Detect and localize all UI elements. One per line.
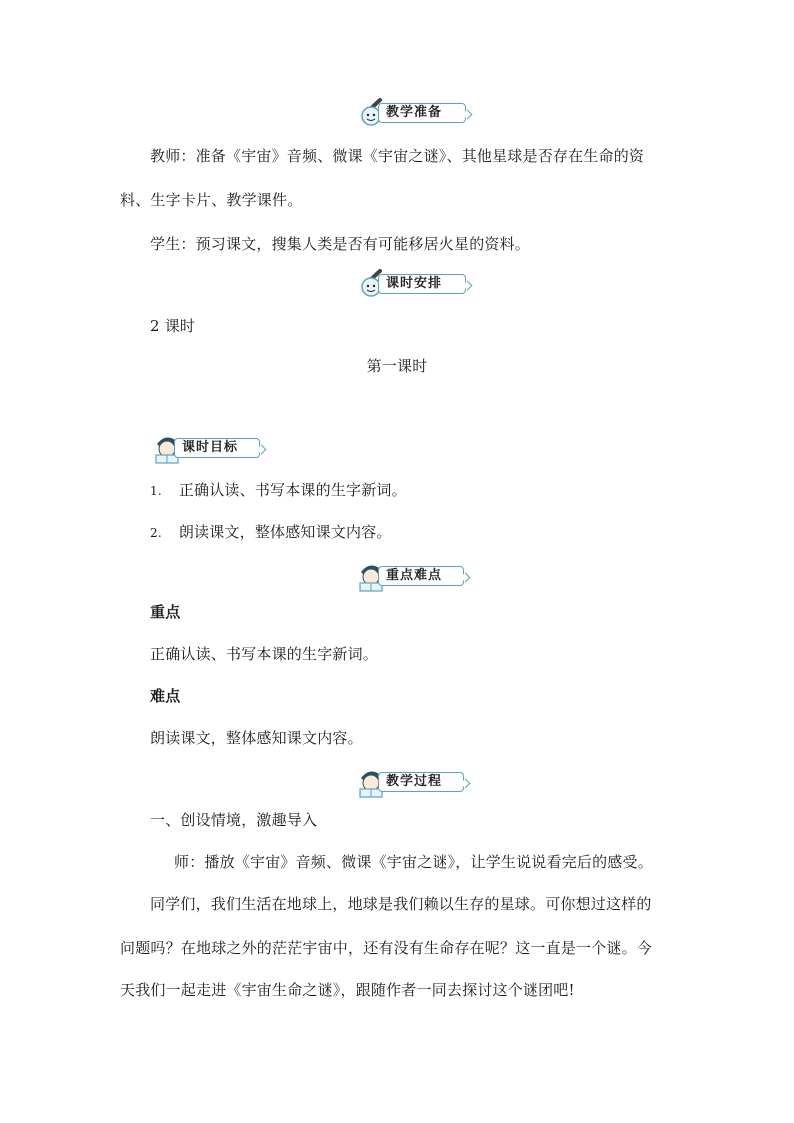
section-heading-schedule: [356, 268, 468, 298]
lesson-title: 第一课时: [366, 357, 428, 375]
section-heading-label: 教学过程: [386, 774, 443, 789]
section-heading-process: [356, 766, 466, 796]
key-text: 正确认读、书写本课的生字新词。: [150, 645, 379, 663]
paragraph: 问题吗？在地球之外的茫茫宇宙中，还有没有生命存在呢？这一直是一个谜。今: [120, 939, 653, 957]
goal-item: [150, 522, 392, 543]
goal-text: 正确认读、书写本课的生字新词。: [178, 481, 407, 499]
difficult-text: 朗读课文，整体感知课文内容。: [150, 729, 363, 747]
goal-text: 朗读课文，整体感知课文内容。: [178, 523, 392, 541]
goal-number: 1.: [150, 484, 162, 498]
lesson-count: 2 课时: [150, 317, 196, 335]
difficult-label: 难点: [150, 687, 181, 705]
goal-item: [150, 480, 407, 501]
key-label: 重点: [150, 603, 181, 621]
paragraph-teacher-prep-cont: 料、生字卡片、教学课件。: [120, 191, 303, 209]
section-heading-label: 重点难点: [386, 568, 443, 583]
paragraph-student-prep: 学生：预习课文，搜集人类是否有可能移居火星的资料。: [150, 235, 531, 253]
goal-number: 2.: [150, 526, 162, 540]
paragraph-teacher-prep: 教师：准备《宇宙》音频、微课《宇宙之谜》、其他星球是否存在生命的资: [150, 147, 645, 165]
section-heading-key-points: [356, 560, 466, 590]
paragraph: 天我们一起走进《宇宙生命之谜》，跟随作者一同去探讨这个谜团吧!: [120, 981, 575, 999]
section-title: 一、创设情境，激趣导入: [150, 811, 318, 829]
section-heading-label: 教学准备: [386, 105, 443, 120]
paragraph: 同学们，我们生活在地球上，地球是我们赖以生存的星球。可你想过这样的: [150, 895, 652, 913]
section-heading-label: 课时安排: [386, 276, 443, 291]
section-heading-preparation: [356, 97, 468, 127]
section-heading-label: 课时目标: [182, 440, 239, 455]
paragraph: 师：播放《宇宙》音频、微课《宇宙之谜》，让学生说说看完后的感受。: [174, 853, 653, 871]
section-heading-goals: [152, 432, 262, 462]
